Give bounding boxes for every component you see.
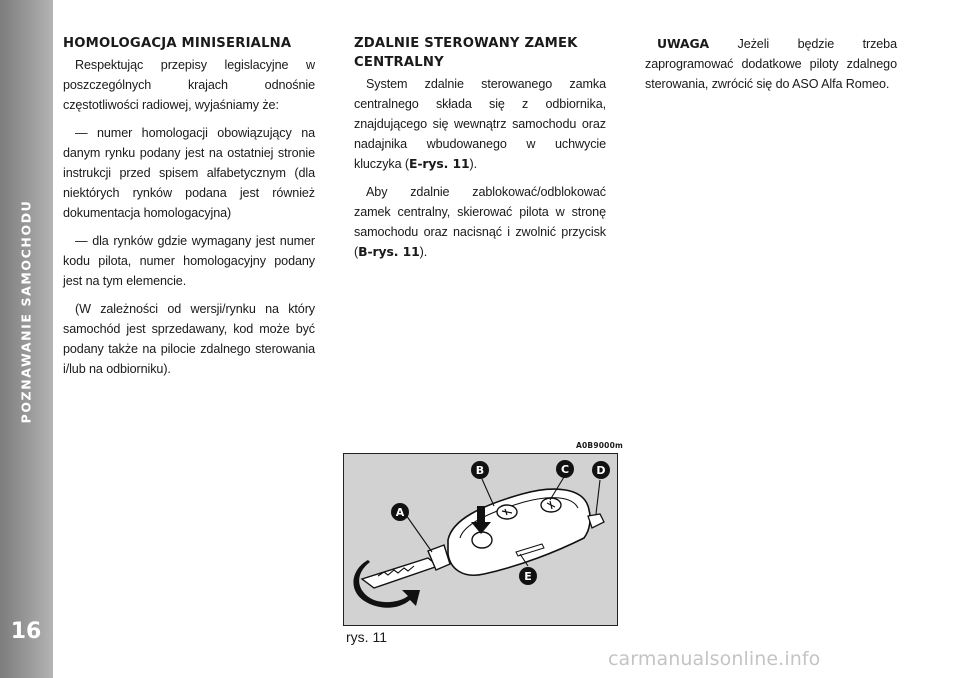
label-e: E (524, 570, 532, 583)
figure-reference: B-rys. 11 (358, 244, 420, 259)
key-blade (362, 558, 438, 588)
page-number: 16 (10, 619, 42, 644)
paragraph: (W zależności od wersji/rynku na który samochód jest sprzedawany, kod może być podany także na pilocie zdalnego sterowania i/lub na odbiorniku). (63, 302, 315, 376)
paragraph: System zdalnie sterowanego zamka centralnego składa się z odbiornika, znajdującego się wewnątrz samochodu oraz nadajnika wbudowanego w uchwycie kluczyka (E-rys. 11). (354, 77, 606, 171)
fob-tip (588, 514, 604, 528)
label-d: D (596, 464, 606, 477)
label-b: B (475, 464, 485, 477)
figure-reference: E-rys. 11 (408, 156, 470, 171)
paragraph: Aby zdalnie zablokować/odblokować zamek centralny, skierować pilota w stronę samochodu oraz nacisnąć i zwolnić przycisk (B-rys. 11). (354, 185, 606, 259)
section-sidebar (0, 0, 53, 678)
heading-central-locking: ZDALNIE STEROWANY ZAMEK CENTRALNY (354, 36, 578, 70)
figure-code: A0B9000m (576, 441, 624, 450)
column-warning (645, 34, 897, 102)
column-homologation (63, 34, 315, 387)
paragraph: Respektując przepisy legislacyjne w poszczególnych krajach odnośnie częstotliwości radiowej, wyjaśniamy że: (63, 58, 315, 112)
key-fob-illustration (343, 453, 618, 626)
figure-caption: rys. 11 (346, 629, 387, 645)
heading-homologation: HOMOLOGACJA MINISERIALNA (63, 36, 292, 51)
release-button (472, 532, 492, 548)
fob-body (448, 489, 590, 575)
warning-label: UWAGA (657, 36, 710, 51)
section-title: POZNAWANIE SAMOCHODU (18, 199, 34, 423)
label-a: A (395, 506, 405, 519)
watermark: carmanualsonline.info (608, 648, 821, 670)
paragraph: — numer homologacji obowiązujący na danym rynku podany jest na ostatniej stronie instrukcji przed spisem alfabetycznym (dla niektórych rynków podana jest również dokumentacja homologacyjna) (63, 126, 315, 220)
paragraph: — dla rynków gdzie wymagany jest numer kodu pilota, numer homologacyjny podany jest na tym elemencie. (63, 234, 315, 288)
label-c: C (560, 463, 570, 476)
column-central-locking (354, 34, 606, 270)
warning-note: UWAGA Jeżeli będzie trzeba zaprogramować dodatkowe piloty zdalnego sterowania, zwrócić się do ASO Alfa Romeo. (645, 36, 897, 91)
